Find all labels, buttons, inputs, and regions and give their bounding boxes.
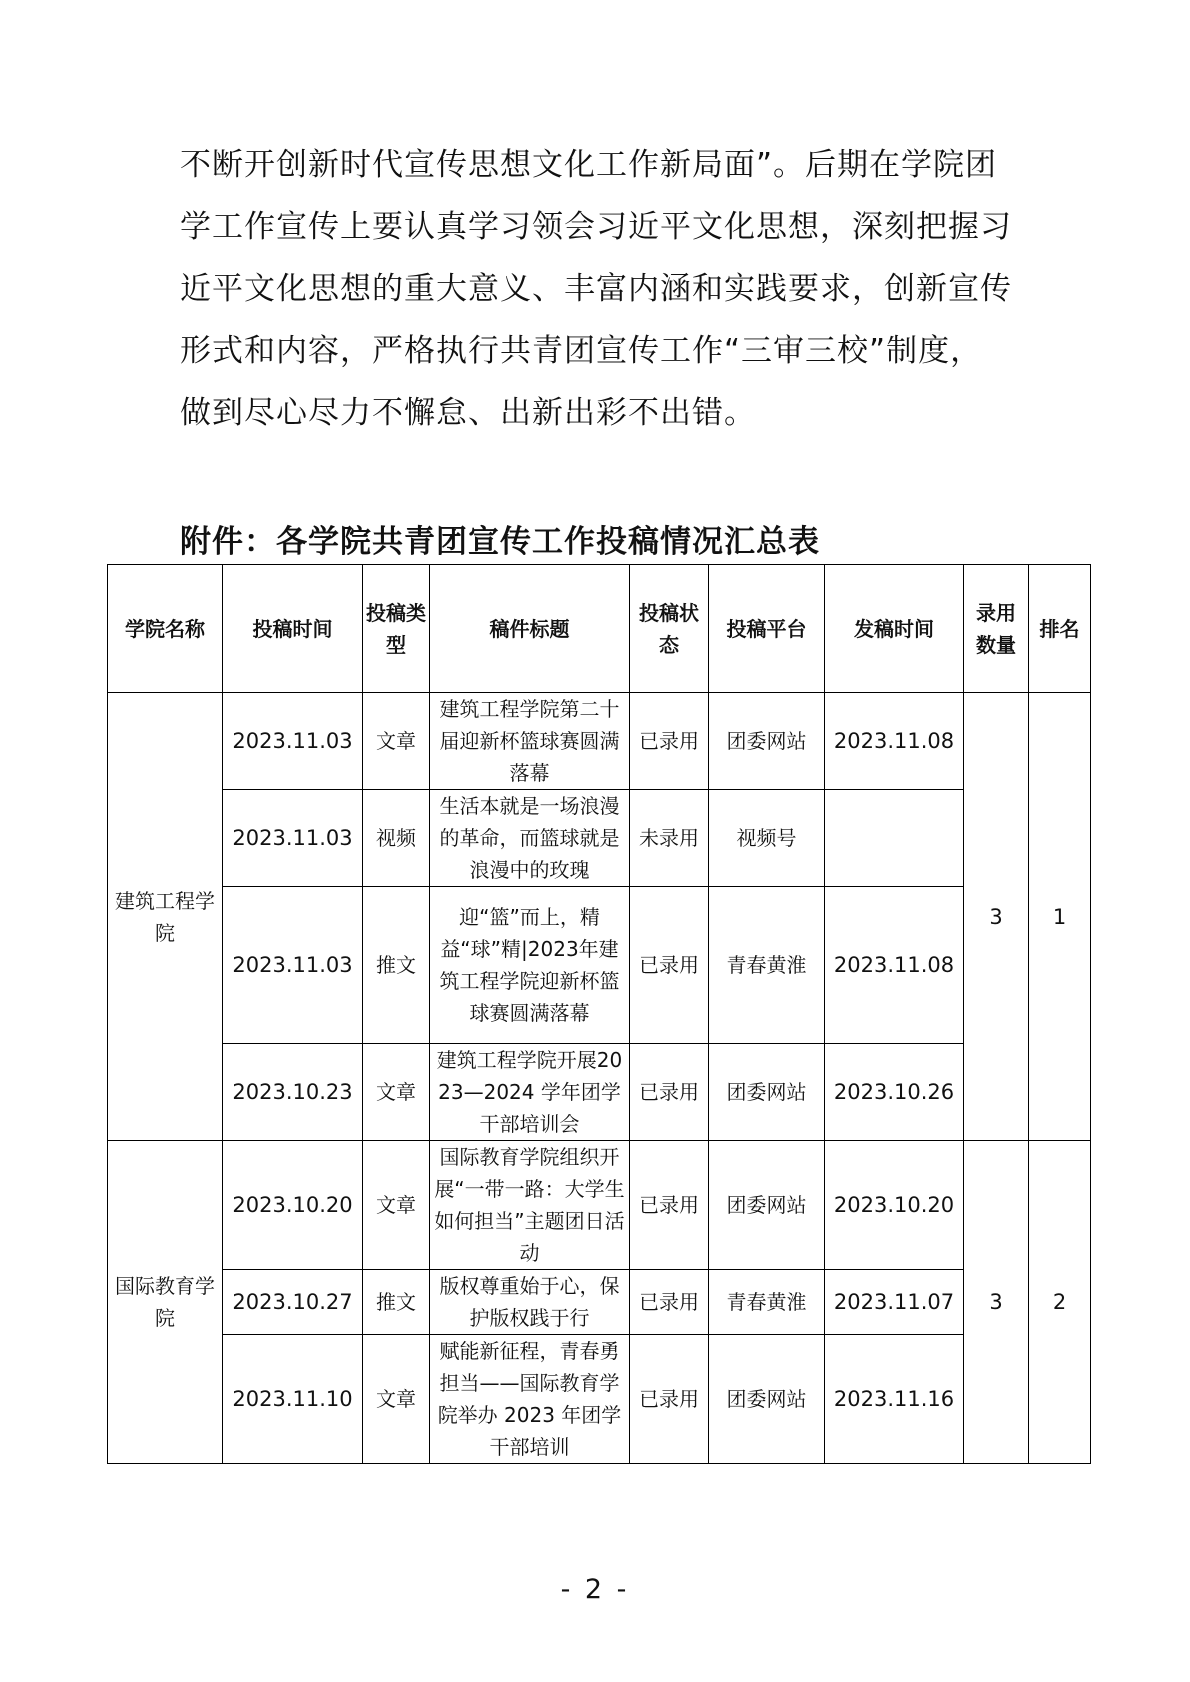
publish-date-cell: 2023.11.07 [825,1270,964,1335]
status-cell: 已录用 [630,693,709,790]
table-row [108,1335,1091,1464]
paragraph-line: 近平文化思想的重大意义、丰富内涵和实践要求，创新宣传 [180,271,1012,307]
publish-date-cell: 2023.11.08 [825,693,964,790]
status-cell: 未录用 [630,790,709,887]
title-cell: 赋能新征程，青春勇担当——国际教育学院举办 2023 年团学干部培训 [430,1335,630,1464]
type-cell: 文章 [363,693,430,790]
accepted-count-cell: 3 [964,1141,1029,1464]
table-row [108,693,1091,790]
platform-cell: 青春黄淮 [709,887,825,1044]
title-cell: 建筑工程学院开展2023—2024 学年团学干部培训会 [430,1044,630,1141]
header-status: 投稿状态 [630,565,709,693]
title-cell: 建筑工程学院第二十届迎新杯篮球赛圆满落幕 [430,693,630,790]
title-cell: 国际教育学院组织开展“一带一路：大学生如何担当”主题团日活动 [430,1141,630,1270]
publish-date-cell: 2023.10.26 [825,1044,964,1141]
type-cell: 视频 [363,790,430,887]
publish-date-cell: 2023.10.20 [825,1141,964,1270]
title-cell: 迎“篮”而上，精益“球”精|2023年建筑工程学院迎新杯篮球赛圆满落幕 [430,887,630,1044]
title-cell: 版权尊重始于心，保护版权践于行 [430,1270,630,1335]
table-row [108,1270,1091,1335]
type-cell: 推文 [363,1270,430,1335]
status-cell: 已录用 [630,1270,709,1335]
header-platform: 投稿平台 [709,565,825,693]
table-header-row [108,565,1091,693]
submission-summary-table [107,564,1091,1464]
type-cell: 文章 [363,1141,430,1270]
publish-date-cell: 2023.11.08 [825,887,964,1044]
table-row [108,790,1091,887]
header-type: 投稿类型 [363,565,430,693]
type-cell: 文章 [363,1044,430,1141]
status-cell: 已录用 [630,1335,709,1464]
submit-date-cell: 2023.11.03 [223,887,363,1044]
header-publish-date: 发稿时间 [825,565,964,693]
submit-date-cell: 2023.11.03 [223,693,363,790]
paragraph-line: 学工作宣传上要认真学习领会习近平文化思想，深刻把握习 [180,209,1012,245]
platform-cell: 团委网站 [709,1335,825,1464]
table-row [108,1141,1091,1270]
page-number: - 2 - [560,1574,630,1605]
table-row [108,887,1091,1044]
submit-date-cell: 2023.11.03 [223,790,363,887]
type-cell: 文章 [363,1335,430,1464]
status-cell: 已录用 [630,1141,709,1270]
header-accepted-count: 录用数量 [964,565,1029,693]
submit-date-cell: 2023.10.27 [223,1270,363,1335]
college-cell: 建筑工程学院 [108,693,223,1141]
table-row [108,1044,1091,1141]
platform-cell: 青春黄淮 [709,1270,825,1335]
publish-date-cell: 2023.11.16 [825,1335,964,1464]
publish-date-cell [825,790,964,887]
status-cell: 已录用 [630,887,709,1044]
platform-cell: 团委网站 [709,1044,825,1141]
header-title: 稿件标题 [430,565,630,693]
type-cell: 推文 [363,887,430,1044]
rank-cell: 1 [1029,693,1091,1141]
submit-date-cell: 2023.10.23 [223,1044,363,1141]
submit-date-cell: 2023.10.20 [223,1141,363,1270]
platform-cell: 视频号 [709,790,825,887]
header-college: 学院名称 [108,565,223,693]
header-submit-date: 投稿时间 [223,565,363,693]
platform-cell: 团委网站 [709,693,825,790]
paragraph-line: 不断开创新时代宣传思想文化工作新局面”。后期在学院团 [180,147,998,183]
rank-cell: 2 [1029,1141,1091,1464]
body-paragraph [180,134,1040,444]
college-cell: 国际教育学院 [108,1141,223,1464]
header-rank: 排名 [1029,565,1091,693]
paragraph-line: 做到尽心尽力不懈怠、出新出彩不出错。 [180,395,756,431]
attachment-caption: 附件：各学院共青团宣传工作投稿情况汇总表 [180,524,820,560]
submit-date-cell: 2023.11.10 [223,1335,363,1464]
accepted-count-cell: 3 [964,693,1029,1141]
status-cell: 已录用 [630,1044,709,1141]
title-cell: 生活本就是一场浪漫的革命，而篮球就是浪漫中的玫瑰 [430,790,630,887]
paragraph-line: 形式和内容，严格执行共青团宣传工作“三审三校”制度， [180,333,983,369]
platform-cell: 团委网站 [709,1141,825,1270]
